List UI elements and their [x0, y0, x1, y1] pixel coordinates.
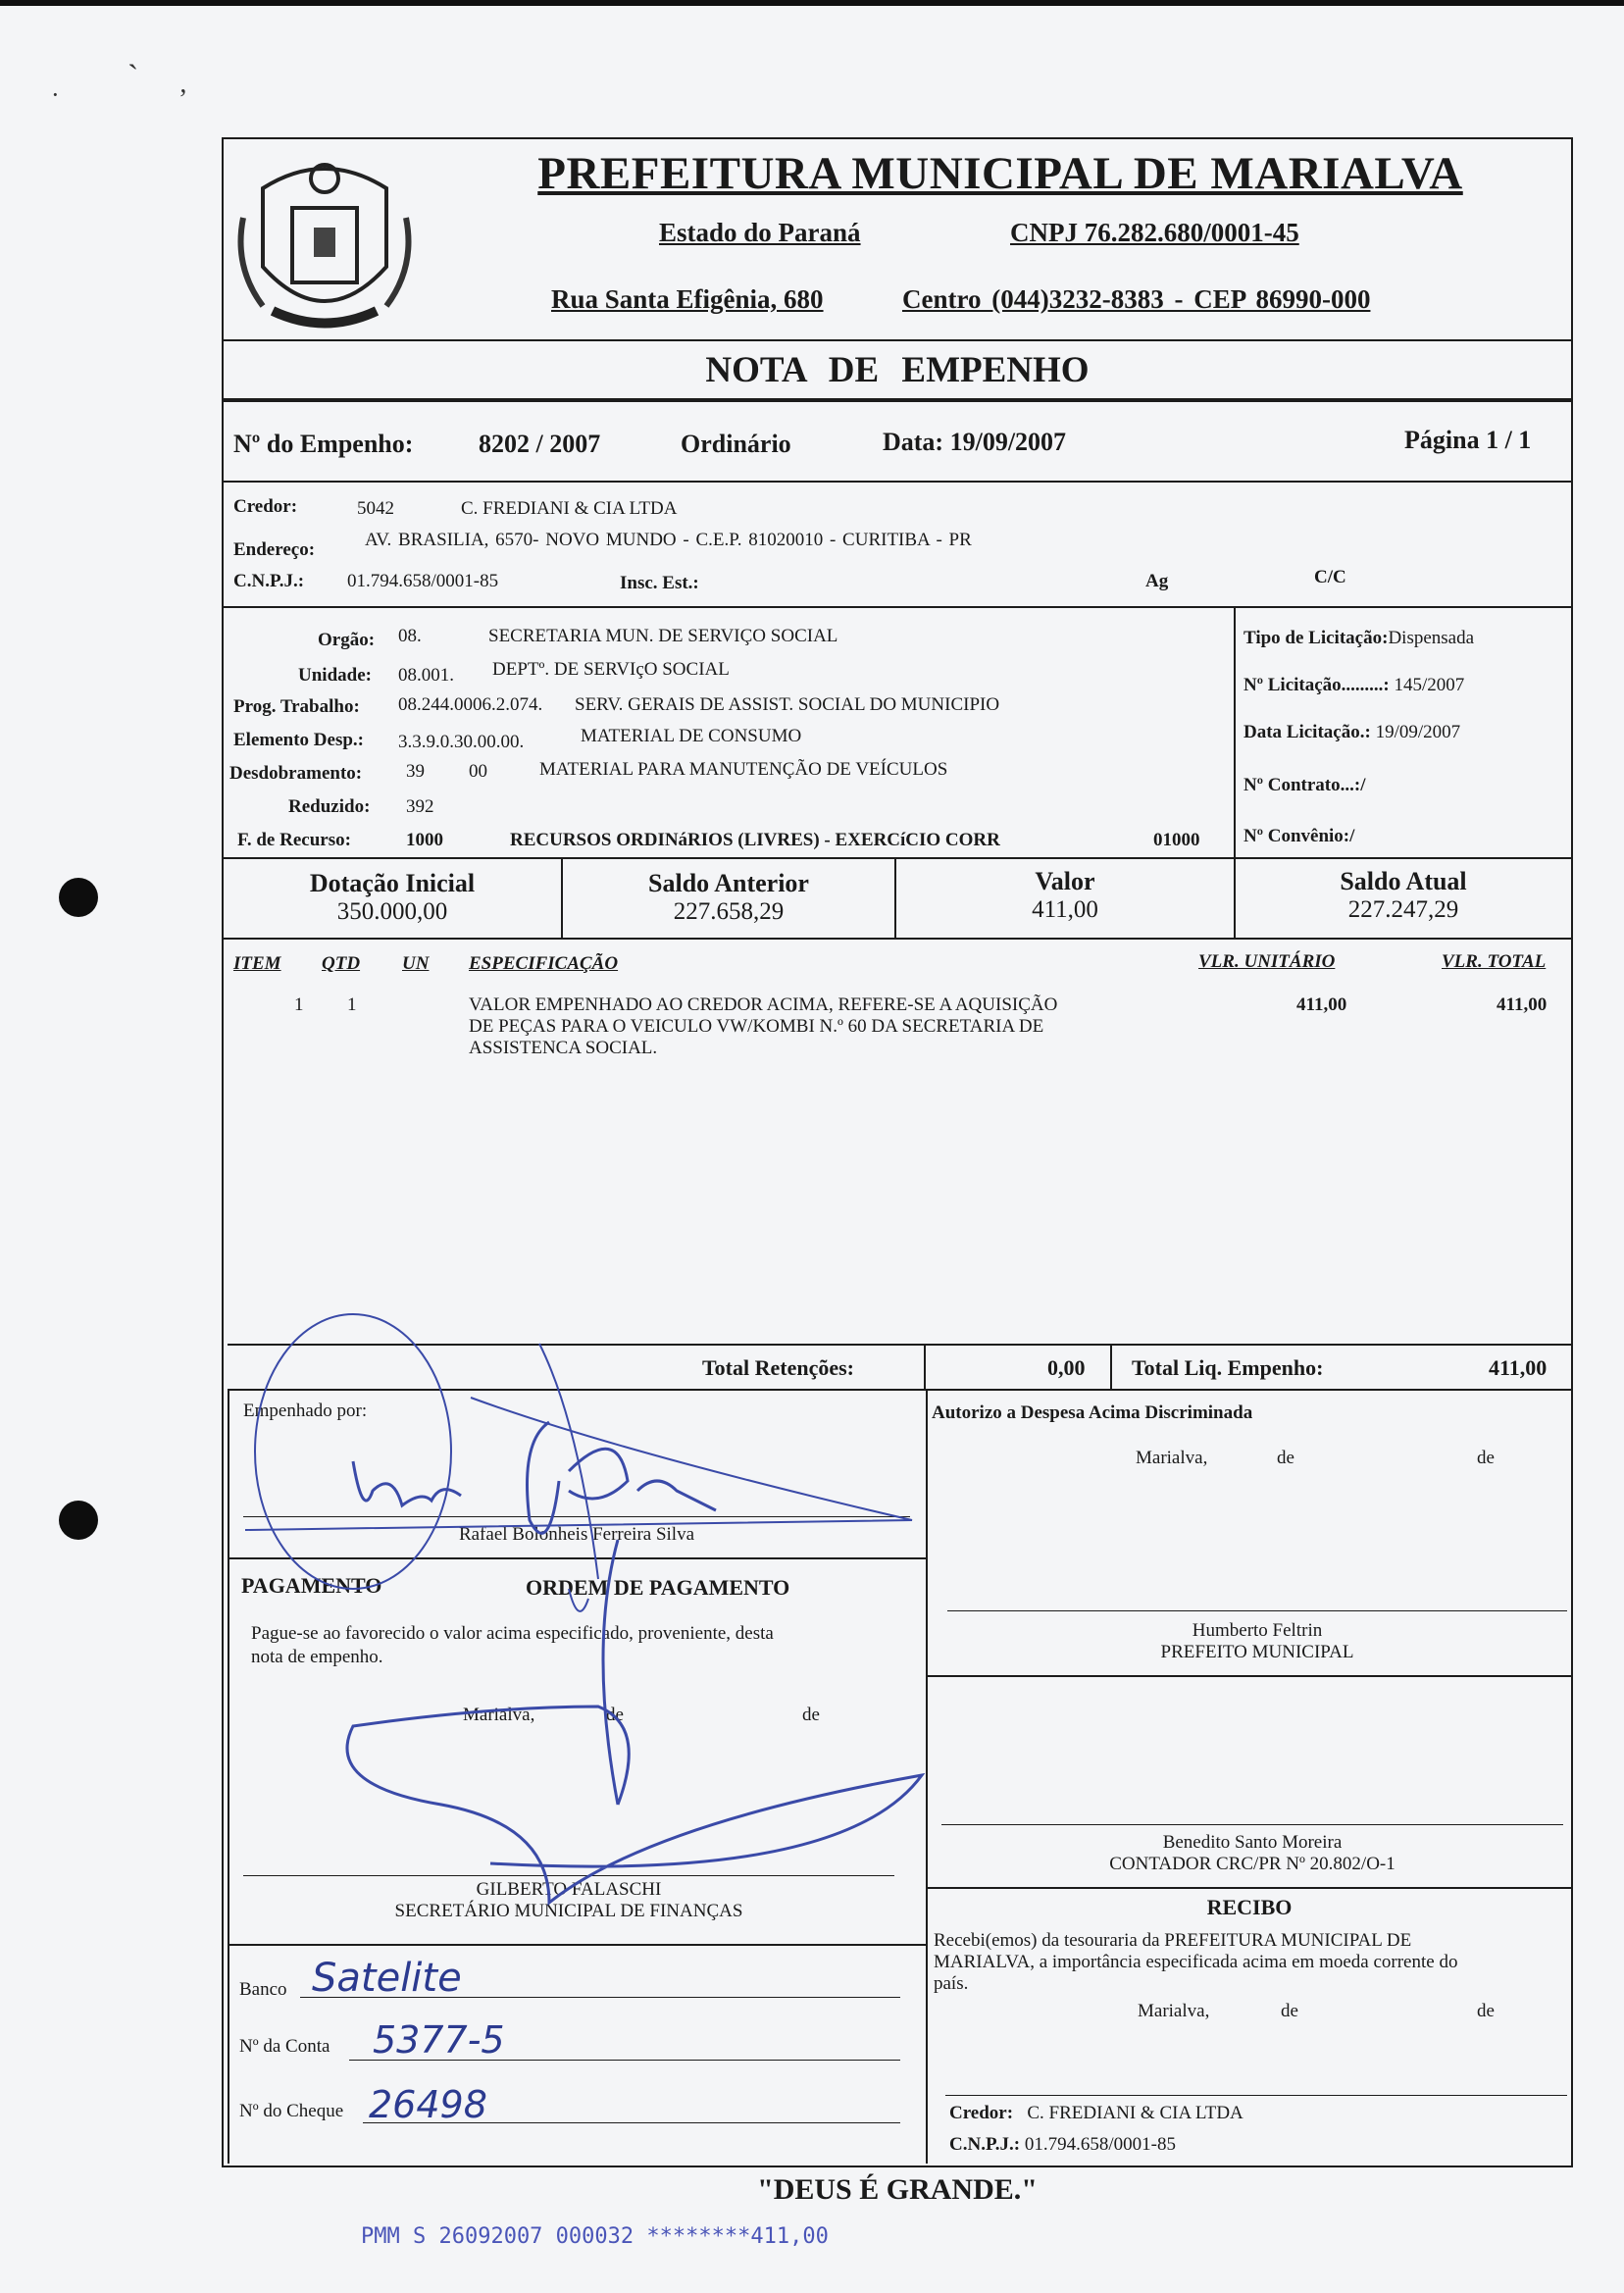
balance-label: Valor — [1035, 867, 1095, 895]
reduzido-label: Reduzido: — [288, 796, 371, 817]
orgao-code: 08. — [398, 626, 422, 646]
item-spec: VALOR EMPENHADO AO CREDOR ACIMA, REFERE-SE A AQUISIÇÃO DE PEÇAS PARA O VEICULO VW/KOMBI N.º 60 DA SECRETARIA DE ASSISTENCA SOCIAL. — [469, 994, 1058, 1058]
unidade-name: DEPTº. DE SERVIçO SOCIAL — [492, 659, 730, 680]
recibo-title: RECIBO — [1206, 1895, 1293, 1919]
item-total-value: 411,00 — [1497, 994, 1548, 1015]
contador-role: CONTADOR CRC/PR Nº 20.802/O-1 — [1109, 1854, 1396, 1874]
recibo-city: Marialva, — [1138, 2001, 1210, 2021]
creditor-cnpj: 01.794.658/0001-85 — [347, 571, 499, 591]
convenio-label: Nº Convênio:/ — [1243, 826, 1355, 846]
divider — [222, 339, 1573, 341]
col-total: VLR. TOTAL — [1442, 951, 1547, 972]
recibo-cnpj: C.N.P.J.: 01.794.658/0001-85 — [949, 2134, 1176, 2155]
divider — [926, 1675, 1573, 1677]
prefeito-role: PREFEITO MUNICIPAL — [1160, 1642, 1354, 1662]
total-retencoes-label: Total Retenções: — [702, 1355, 854, 1380]
signature-line — [941, 1824, 1563, 1825]
divider — [222, 606, 1573, 608]
balance-value: 227.658,29 — [673, 898, 785, 925]
recibo-text: Recebi(emos) da tesouraria da PREFEITURA MUNICIPAL DE MARIALVA, a importância especificada acima em moeda corrente do país. — [934, 1930, 1458, 1994]
coat-of-arms-icon — [233, 149, 416, 341]
page-number: Página 1 / 1 — [1404, 426, 1532, 454]
empenho-kind: Ordinário — [681, 430, 791, 458]
col-un: UN — [402, 953, 430, 974]
fonte-code-2: 01000 — [1153, 830, 1200, 850]
balance-valor — [896, 867, 1234, 924]
col-unit: VLR. UNITÁRIO — [1198, 951, 1336, 972]
licitacao-tipo: Tipo de Licitação:Dispensada — [1243, 628, 1475, 648]
divider — [222, 398, 1573, 402]
prefeito-name: Humberto Feltrin — [1192, 1620, 1323, 1641]
orgao-name: SECRETARIA MUN. DE SERVIÇO SOCIAL — [488, 626, 838, 646]
doc-title: NOTA DE EMPENHO — [705, 350, 1090, 390]
punch-hole-bottom — [59, 1501, 98, 1540]
col-qtd: QTD — [322, 953, 361, 974]
balance-dotacao — [224, 869, 561, 926]
balance-saldo-anterior — [563, 869, 894, 926]
conta-value: 5377-5 — [373, 2018, 505, 2062]
recibo-de-2: de — [1477, 2001, 1495, 2021]
item-number: 1 — [294, 994, 304, 1015]
unidade-code: 08.001. — [398, 665, 454, 686]
prog-code: 08.244.0006.2.074. — [398, 694, 543, 715]
conta-label: Nº da Conta — [239, 2036, 330, 2057]
cheque-label: Nº do Cheque — [239, 2101, 344, 2121]
punch-hole-top — [59, 878, 98, 917]
signature-line — [947, 1610, 1567, 1611]
divider — [222, 857, 1573, 859]
balance-value: 350.000,00 — [336, 898, 448, 925]
empenho-number: 8202 / 2007 — [479, 430, 601, 458]
secretario-name: GILBERTO FALASCHI — [476, 1879, 662, 1900]
autorizo-label: Autorizo a Despesa Acima Discriminada — [932, 1402, 1253, 1423]
fonte-name: RECURSOS ORDINáRIOS (LIVRES) - EXERCíCIO CORR — [510, 830, 1000, 850]
scan-speck: ˋ — [127, 59, 139, 95]
item-qtd: 1 — [347, 994, 357, 1015]
pagamento-city: Marialva, — [463, 1705, 535, 1725]
recibo-credor: Credor: C. FREDIANI & CIA LTDA — [949, 2103, 1243, 2123]
licitacao-numero: Nº Licitação.........: 145/2007 — [1243, 675, 1465, 695]
reduzido-code: 392 — [406, 796, 434, 817]
contact-label: Centro (044)3232-8383 - CEP 86990-000 — [902, 284, 1371, 314]
creditor-code: 5042 — [357, 498, 394, 519]
desdobramento-label: Desdobramento: — [229, 763, 363, 784]
pagamento-label: PAGAMENTO — [241, 1573, 382, 1598]
signature-line — [945, 2095, 1567, 2096]
empenhado-name: Rafael Bolonheis Ferreira Silva — [458, 1524, 695, 1545]
contrato-label: Nº Contrato...:/ — [1243, 775, 1366, 795]
balance-label: Saldo Atual — [1340, 867, 1467, 895]
divider — [1110, 1344, 1112, 1389]
ag-label: Ag — [1145, 571, 1169, 591]
fonte-label: F. de Recurso: — [237, 830, 351, 850]
contador-name: Benedito Santo Moreira — [1162, 1832, 1343, 1853]
prefeito-block — [947, 1620, 1567, 1663]
total-retencoes-value: 0,00 — [1047, 1355, 1086, 1380]
autorizo-de-1: de — [1277, 1448, 1294, 1468]
desdobramento-name: MATERIAL PARA MANUTENÇÃO DE VEÍCULOS — [539, 759, 948, 780]
elemento-code: 3.3.9.0.30.00.00. — [398, 732, 525, 752]
item-unit-value: 411,00 — [1296, 994, 1347, 1015]
divider — [222, 938, 1573, 940]
street-label: Rua Santa Efigênia, 680 — [551, 284, 824, 314]
cnpj-label: C.N.P.J.: — [233, 571, 305, 591]
fonte-code: 1000 — [406, 830, 443, 850]
cheque-value: 26498 — [369, 2083, 487, 2126]
elemento-name: MATERIAL DE CONSUMO — [581, 726, 802, 746]
autorizo-de-2: de — [1477, 1448, 1495, 1468]
banco-label: Banco — [239, 1979, 287, 2000]
pagamento-de-2: de — [802, 1705, 820, 1725]
recibo-de-1: de — [1281, 2001, 1298, 2021]
prog-name: SERV. GERAIS DE ASSIST. SOCIAL DO MUNICIPIO — [575, 694, 1000, 715]
state-label: Estado do Paraná — [659, 218, 861, 247]
divider — [222, 481, 1573, 483]
scan-speck: · — [51, 80, 60, 109]
unidade-label: Unidade: — [298, 665, 372, 686]
autorizo-city: Marialva, — [1136, 1448, 1208, 1468]
contador-block — [941, 1832, 1563, 1875]
scan-speck: ʼ — [178, 84, 188, 115]
input-line — [363, 2122, 900, 2123]
pagamento-text: Pague-se ao favorecido o valor acima especificado, proveniente, desta nota de empenho. — [251, 1623, 774, 1667]
total-liq-label: Total Liq. Empenho: — [1132, 1355, 1324, 1380]
prog-label: Prog. Trabalho: — [233, 696, 360, 717]
licitacao-data: Data Licitação.: 19/09/2007 — [1243, 722, 1461, 742]
balance-value: 227.247,29 — [1347, 896, 1459, 923]
secretario-role: SECRETÁRIO MUNICIPAL DE FINANÇAS — [394, 1901, 743, 1921]
desdobramento-subcode: 00 — [469, 761, 487, 782]
elemento-label: Elemento Desp.: — [233, 730, 364, 750]
cc-label: C/C — [1314, 567, 1346, 587]
creditor-address: AV. BRASILIA, 6570- NOVO MUNDO - C.E.P. 81020010 - CURITIBA - PR — [365, 530, 972, 550]
banco-value: Satelite — [312, 1956, 462, 2001]
signature-secretario-icon — [294, 1530, 981, 1962]
input-line — [300, 1997, 900, 1998]
total-liq-value: 411,00 — [1489, 1355, 1548, 1380]
input-line — [349, 2060, 900, 2061]
address-label: Endereço: — [233, 539, 316, 560]
desdobramento-code: 39 — [406, 761, 425, 782]
divider — [1234, 606, 1236, 857]
cnpj-header: CNPJ 76.282.680/0001-45 — [1010, 218, 1299, 247]
payment-stamp: PMM S 26092007 000032 ********411,00 — [361, 2224, 829, 2249]
page-title: PREFEITURA MUNICIPAL DE MARIALVA — [537, 148, 1463, 199]
empenho-date: Data: 19/09/2007 — [883, 428, 1067, 456]
empenho-number-label: Nº do Empenho: — [233, 430, 414, 458]
orgao-label: Orgão: — [318, 630, 376, 650]
ordem-pagamento-label: ORDEM DE PAGAMENTO — [526, 1575, 790, 1600]
balance-label: Saldo Anterior — [648, 869, 809, 897]
motto: "DEUS É GRANDE." — [757, 2173, 1038, 2206]
pagamento-de-1: de — [606, 1705, 624, 1725]
balance-saldo-atual — [1236, 867, 1571, 924]
creditor-label: Credor: — [233, 496, 298, 517]
insc-label: Insc. Est.: — [620, 573, 699, 593]
balance-value: 411,00 — [1032, 896, 1098, 923]
divider — [926, 1887, 1573, 1889]
col-spec: ESPECIFICAÇÃO — [469, 953, 619, 974]
creditor-name: C. FREDIANI & CIA LTDA — [461, 498, 678, 519]
col-item: ITEM — [233, 953, 281, 974]
empenhado-label: Empenhado por: — [243, 1401, 368, 1421]
balance-label: Dotação Inicial — [309, 869, 476, 897]
